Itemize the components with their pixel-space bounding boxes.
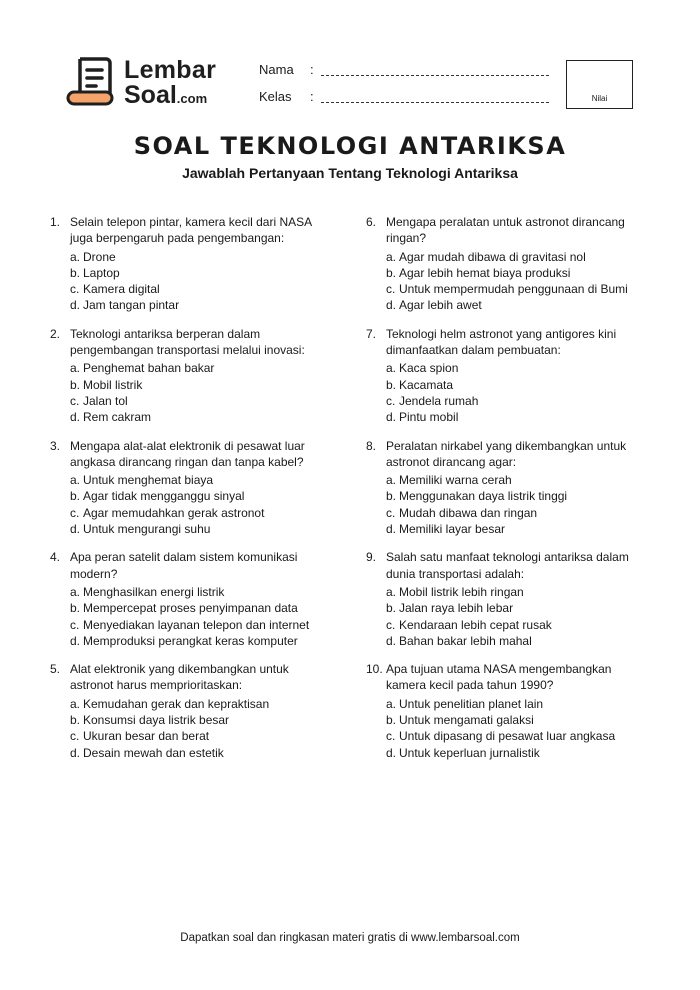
answer-option[interactable] (70, 600, 330, 616)
option-letter: a. (386, 361, 397, 376)
option-letter: c. (70, 393, 80, 408)
question-10 (366, 661, 646, 761)
name-label: Nama (259, 62, 294, 77)
option-letter: c. (386, 505, 396, 520)
answer-option[interactable] (70, 265, 330, 281)
option-letter: b. (70, 489, 81, 504)
option-text: Mempercepat proses penyimpanan data (83, 601, 298, 616)
answer-option[interactable] (386, 377, 646, 393)
question-9 (366, 549, 646, 649)
answer-option[interactable] (386, 281, 646, 297)
option-letter: c. (386, 393, 396, 408)
option-text: Jalan raya lebih lebar (399, 601, 514, 616)
answer-option[interactable] (70, 521, 330, 537)
answer-option[interactable] (386, 521, 646, 537)
option-text: Rem cakram (83, 410, 152, 425)
answer-option[interactable] (70, 472, 330, 488)
answer-option[interactable] (70, 728, 330, 744)
option-letter: a. (386, 696, 397, 711)
option-text: Kemudahan gerak dan kepraktisan (83, 696, 270, 711)
question-6 (366, 214, 646, 314)
option-letter: b. (386, 265, 397, 280)
answer-option[interactable] (386, 505, 646, 521)
option-text: Menyediakan layanan telepon dan internet (83, 617, 310, 632)
option-text: Mudah dibawa dan ringan (399, 505, 538, 520)
answer-option[interactable] (386, 728, 646, 744)
footer-text: Dapatkan soal dan ringkasan materi gratis di www.lembarsoal.com (180, 932, 520, 944)
option-text: Untuk keperluan jurnalistik (399, 745, 540, 760)
option-text: Penghemat bahan bakar (83, 361, 215, 376)
logo-text-lembar: Lembar (124, 56, 217, 84)
logo-text-soal-main: Soal (124, 81, 177, 109)
option-text: Ukuran besar dan berat (83, 729, 210, 744)
question-number: 6. (366, 215, 377, 229)
logo-text-suffix: .com (176, 91, 208, 106)
site-logo (66, 56, 226, 108)
question-head (50, 549, 330, 582)
option-letter: d. (70, 522, 81, 537)
answer-option[interactable] (70, 281, 330, 297)
answer-option[interactable] (70, 393, 330, 409)
option-text: Agar memudahkan gerak astronot (83, 505, 265, 520)
answer-option[interactable] (70, 297, 330, 313)
option-text: Agar lebih awet (399, 298, 482, 313)
question-text: Selain telepon pintar, kamera kecil dari NASA juga berpengaruh pada pengembangan: (70, 215, 312, 246)
option-letter: a. (70, 249, 81, 264)
question-text: Apa peran satelit dalam sistem komunikasi modern? (70, 550, 298, 581)
option-text: Jam tangan pintar (83, 298, 180, 313)
question-7 (366, 326, 646, 426)
question-5 (50, 661, 330, 761)
answer-option[interactable] (386, 712, 646, 728)
option-text: Memiliki layar besar (399, 522, 506, 537)
question-4 (50, 549, 330, 649)
option-letter: b. (70, 601, 81, 616)
option-text: Desain mewah dan estetik (83, 745, 224, 760)
question-head (50, 661, 330, 694)
answer-option[interactable] (386, 360, 646, 376)
option-letter: c. (386, 617, 396, 632)
question-number: 10. (366, 662, 383, 677)
question-text: Salah satu manfaat teknologi antariksa dalam dunia transportasi adalah: (386, 550, 629, 581)
answer-option[interactable] (386, 696, 646, 712)
question-8 (366, 438, 646, 538)
answer-option[interactable] (386, 617, 646, 633)
option-letter: a. (386, 473, 397, 488)
answer-option[interactable] (70, 584, 330, 600)
option-text: Menghasilkan energi listrik (83, 584, 225, 599)
question-text: Teknologi antariksa berperan dalam pengembangan transportasi melalui inovasi: (70, 326, 305, 358)
question-text: Mengapa peralatan untuk astronot dirancang ringan? (386, 215, 625, 246)
answer-option[interactable] (70, 505, 330, 521)
option-list (386, 472, 646, 537)
option-letter: a. (70, 584, 81, 599)
question-head (366, 438, 646, 471)
question-number: 2. (50, 326, 61, 341)
option-text: Agar mudah dibawa di gravitasi nol (399, 249, 586, 264)
answer-option[interactable] (70, 617, 330, 633)
answer-option[interactable] (70, 360, 330, 376)
logo-text-soal (124, 81, 207, 113)
question-text: Mengapa alat-alat elektronik di pesawat luar angkasa dirancang ringan dan tanpa kabel? (70, 438, 305, 469)
option-list (70, 360, 330, 425)
question-text: Apa tujuan utama NASA mengembangkan kamera kecil pada tahun 1990? (386, 662, 612, 693)
answer-option[interactable] (70, 745, 330, 761)
option-text: Mobil listrik (83, 377, 143, 392)
question-number: 3. (50, 438, 61, 453)
option-list (386, 584, 646, 649)
option-text: Kacamata (399, 377, 454, 392)
answer-option[interactable] (386, 745, 646, 761)
question-number: 8. (366, 438, 377, 453)
option-text: Drone (83, 249, 116, 264)
answer-option[interactable] (386, 633, 646, 649)
answer-option[interactable] (386, 265, 646, 281)
question-3 (50, 438, 330, 538)
option-letter: c. (70, 505, 80, 520)
option-letter: c. (386, 282, 396, 297)
answer-option[interactable] (386, 488, 646, 504)
question-head (366, 661, 646, 694)
option-text: Memproduksi perangkat keras komputer (83, 633, 298, 648)
option-letter: c. (70, 282, 80, 297)
question-1 (50, 214, 330, 314)
option-letter: a. (386, 249, 397, 264)
question-head (366, 549, 646, 582)
option-text: Untuk menghemat biaya (83, 473, 214, 488)
option-list (70, 249, 330, 314)
answer-option[interactable] (70, 488, 330, 504)
question-number: 4. (50, 550, 61, 565)
option-letter: b. (386, 377, 397, 392)
score-box[interactable] (566, 60, 633, 109)
option-letter: b. (70, 713, 81, 728)
option-text: Mobil listrik lebih ringan (399, 584, 524, 599)
option-letter: d. (386, 410, 397, 425)
option-text: Kendaraan lebih cepat rusak (399, 617, 552, 632)
option-letter: b. (70, 265, 81, 280)
option-letter: b. (386, 601, 397, 616)
option-list (386, 696, 646, 761)
option-list (70, 472, 330, 537)
option-letter: d. (70, 298, 81, 313)
answer-option[interactable] (70, 712, 330, 728)
option-text: Untuk penelitian planet lain (399, 696, 544, 711)
question-number: 7. (366, 326, 377, 341)
answer-option[interactable] (70, 249, 330, 265)
question-head (366, 326, 646, 359)
option-letter: b. (386, 713, 397, 728)
option-list (70, 696, 330, 761)
question-text: Teknologi helm astronot yang antigores kini dimanfaatkan dalam pembuatan: (386, 326, 617, 358)
answer-option[interactable] (70, 633, 330, 649)
question-number: 1. (50, 215, 61, 229)
score-label: Nilai (591, 94, 608, 103)
question-head (50, 326, 330, 359)
option-text: Untuk dipasang di pesawat luar angkasa (399, 729, 616, 744)
answer-option[interactable] (70, 377, 330, 393)
option-list (386, 360, 646, 425)
option-list (70, 584, 330, 649)
question-head (366, 214, 646, 247)
option-letter: c. (70, 729, 80, 744)
class-label: Kelas (259, 89, 292, 104)
answer-option[interactable] (386, 249, 646, 265)
option-text: Agar lebih hemat biaya produksi (399, 265, 571, 280)
option-text: Jendela rumah (399, 393, 479, 408)
option-letter: a. (70, 696, 81, 711)
option-text: Memiliki warna cerah (399, 473, 512, 488)
answer-option[interactable] (386, 297, 646, 313)
question-number: 9. (366, 550, 377, 565)
question-text: Alat elektronik yang dikembangkan untuk astronot harus memprioritaskan: (70, 662, 289, 693)
option-letter: d. (70, 633, 81, 648)
answer-option[interactable] (386, 472, 646, 488)
questions-column-right (366, 214, 646, 773)
option-text: Bahan bakar lebih mahal (399, 633, 532, 648)
option-list (386, 249, 646, 314)
answer-option[interactable] (386, 409, 646, 425)
option-text: Agar tidak mengganggu sinyal (83, 489, 245, 504)
answer-option[interactable] (70, 696, 330, 712)
answer-option[interactable] (386, 584, 646, 600)
question-head (50, 214, 330, 247)
option-text: Menggunakan daya listrik tinggi (399, 489, 568, 504)
question-number: 5. (50, 662, 61, 677)
name-colon: : (310, 62, 314, 77)
option-text: Untuk mengamati galaksi (399, 713, 534, 728)
option-text: Laptop (83, 265, 120, 280)
question-2 (50, 326, 330, 426)
option-letter: d. (386, 522, 397, 537)
option-text: Pintu mobil (399, 410, 459, 425)
answer-option[interactable] (70, 409, 330, 425)
class-line[interactable] (321, 102, 549, 103)
answer-option[interactable] (386, 393, 646, 409)
option-letter: c. (386, 729, 396, 744)
option-letter: c. (70, 617, 80, 632)
question-text: Peralatan nirkabel yang dikembangkan untuk astronot dirancang agar: (386, 438, 627, 469)
option-text: Konsumsi daya listrik besar (83, 713, 230, 728)
page-title: SOAL TEKNOLOGI ANTARIKSA (133, 132, 567, 160)
class-colon: : (310, 89, 314, 104)
option-letter: d. (386, 633, 397, 648)
option-text: Untuk mempermudah penggunaan di Bumi (399, 282, 628, 297)
option-text: Kamera digital (83, 282, 160, 297)
option-text: Kaca spion (399, 361, 459, 376)
option-letter: a. (70, 361, 81, 376)
option-letter: a. (386, 584, 397, 599)
questions-column-left (50, 214, 330, 773)
page-subtitle: Jawablah Pertanyaan Tentang Teknologi Antariksa (182, 165, 518, 181)
answer-option[interactable] (386, 600, 646, 616)
document-icon (66, 56, 118, 108)
option-text: Untuk mengurangi suhu (83, 522, 211, 537)
name-line[interactable] (321, 75, 549, 76)
option-letter: d. (70, 410, 81, 425)
option-letter: a. (70, 473, 81, 488)
option-letter: b. (386, 489, 397, 504)
option-letter: b. (70, 377, 81, 392)
option-letter: d. (386, 745, 397, 760)
option-text: Jalan tol (83, 393, 128, 408)
option-letter: d. (70, 745, 81, 760)
question-head (50, 438, 330, 471)
option-letter: d. (386, 298, 397, 313)
